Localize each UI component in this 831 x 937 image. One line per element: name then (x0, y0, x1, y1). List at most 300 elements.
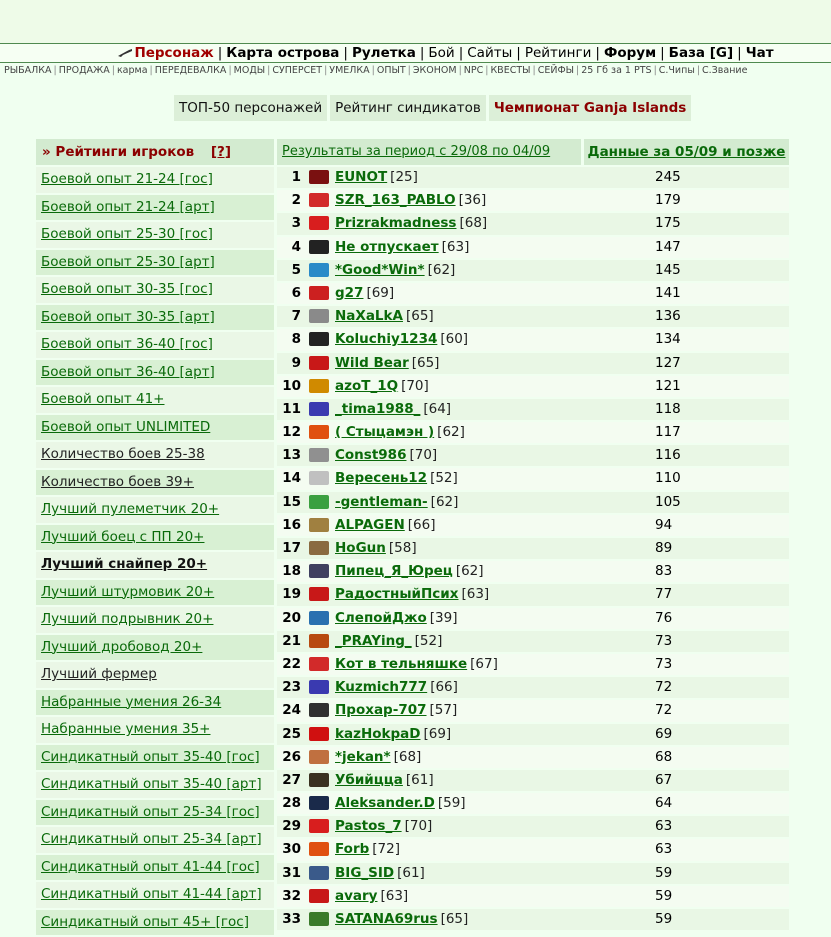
submenu-separator: | (696, 65, 701, 76)
submenu-separator: | (653, 65, 657, 76)
clan-icon[interactable] (309, 634, 329, 648)
score-value: 118 (655, 400, 681, 417)
score-value: 110 (655, 470, 681, 487)
player-cell (335, 608, 597, 629)
rank: 19 (282, 586, 301, 603)
clan-icon[interactable] (309, 286, 329, 300)
sub-menu-item[interactable]: ЭКОНОМ (412, 65, 457, 76)
sidebar-item[interactable] (36, 250, 274, 276)
score-value: 59 (655, 887, 673, 904)
tab-1[interactable]: Рейтинг синдикатов (330, 95, 486, 121)
sidebar-item-link[interactable]: Лучший подрывник 20+ (41, 611, 214, 627)
sidebar-item-link[interactable]: Синдикатный опыт 25-34 [гос] (41, 803, 260, 820)
player-cell (335, 190, 597, 211)
sub-menu-item[interactable]: МОДЫ (233, 65, 266, 76)
player-level: [69] (366, 284, 395, 301)
sidebar-item-link[interactable]: Набранные умения 35+ (41, 721, 211, 737)
player-level: [72] (372, 841, 400, 858)
results-header (277, 139, 789, 165)
table-row (277, 283, 789, 304)
player-link[interactable]: Pastos_7 (335, 818, 402, 835)
clan-icon[interactable] (309, 866, 329, 880)
score-value: 117 (655, 424, 681, 441)
submenu-separator: | (371, 65, 375, 76)
player-link[interactable]: *Good*Win* (335, 261, 425, 278)
sidebar-item-link[interactable]: Боевой опыт UNLIMITED (41, 418, 211, 435)
sub-menu-item[interactable]: NPC (463, 65, 484, 76)
player-link[interactable]: Прохар-707 (335, 702, 427, 719)
player-link[interactable]: azoT_1Q (335, 377, 399, 394)
player-cell (335, 515, 597, 536)
sidebar-item-link[interactable]: Количество боев 39+ (41, 473, 194, 490)
table-row (277, 213, 789, 234)
player-level: [61] (397, 864, 425, 881)
rank: 11 (282, 400, 301, 417)
main-menu-item[interactable]: Сайты (467, 45, 513, 61)
player-link[interactable]: СлепойДжо (335, 609, 427, 626)
clan-icon[interactable] (309, 727, 329, 741)
rank: 16 (282, 516, 301, 533)
sub-menu-item[interactable]: РЫБАЛКА (4, 65, 52, 76)
score-value: 179 (655, 192, 681, 209)
sidebar-item[interactable] (36, 195, 274, 221)
clan-icon[interactable] (309, 564, 329, 578)
sidebar-item-link[interactable]: Синдикатный опыт 41-44 [арт] (41, 886, 262, 902)
clan-icon[interactable] (309, 912, 329, 926)
player-cell (335, 237, 597, 258)
sub-menu-item[interactable]: СЕЙФЫ (537, 65, 575, 76)
tab-2[interactable]: Чемпионат Ganja Islands (489, 95, 691, 121)
player-level: [70] (404, 818, 433, 835)
sidebar-item[interactable] (36, 387, 274, 413)
rank: 27 (282, 771, 301, 788)
table-row (277, 515, 789, 536)
submenu-separator: | (458, 65, 462, 76)
help-link[interactable]: [?] (210, 144, 232, 160)
player-cell (335, 561, 597, 582)
player-link[interactable]: Const986 (335, 447, 407, 464)
table-row (277, 422, 789, 443)
main-menu-item[interactable]: Чат (745, 45, 774, 61)
sidebar-item-link[interactable]: Лучший дробовод 20+ (41, 638, 203, 655)
player-level: [62] (430, 493, 459, 510)
sidebar-item-link[interactable]: Синдикатный опыт 41-44 [гос] (41, 858, 260, 875)
rank: 8 (291, 331, 301, 348)
sidebar-item-link[interactable]: Синдикатный опыт 35-40 [гос] (41, 748, 260, 765)
rank: 4 (291, 238, 301, 255)
table-row (277, 700, 789, 721)
main-menu-item[interactable]: Персонаж (134, 45, 214, 61)
clan-icon[interactable] (309, 541, 329, 555)
player-level: [57] (429, 702, 458, 719)
sidebar-item-link[interactable]: Боевой опыт 30-35 [арт] (41, 308, 215, 325)
player-link[interactable]: *jekan* (335, 748, 391, 765)
sidebar-item[interactable] (36, 222, 274, 248)
clan-icon[interactable] (309, 657, 329, 671)
sub-menu-item[interactable]: ПЕРЕДЕВАЛКА (154, 65, 227, 76)
player-link[interactable]: Kuzmich777 (335, 679, 428, 696)
player-level: [63] (380, 887, 409, 904)
player-level: [66] (407, 516, 436, 533)
rank: 28 (282, 795, 301, 812)
sidebar-item[interactable] (36, 497, 274, 523)
sidebar-item[interactable] (36, 662, 274, 688)
sidebar-item[interactable] (36, 305, 274, 331)
player-cell (335, 538, 597, 559)
sub-menu-item[interactable]: КВЕСТЫ (490, 65, 531, 76)
sidebar-item[interactable] (36, 360, 274, 386)
table-row (277, 538, 789, 559)
player-level: [61] (405, 771, 434, 788)
tab-0[interactable]: ТОП-50 персонажей (174, 95, 327, 121)
clan-icon[interactable] (309, 356, 329, 370)
sidebar-item[interactable] (36, 855, 274, 881)
sidebar-item-link[interactable]: Лучший боец с ПП 20+ (41, 528, 205, 545)
menu-separator: | (660, 45, 665, 61)
player-link[interactable]: NaXaLkA (335, 308, 403, 325)
sidebar-item[interactable] (36, 552, 274, 578)
player-cell (335, 654, 597, 675)
rank: 26 (282, 748, 301, 765)
player-link[interactable]: Koluchiy1234 (335, 331, 438, 348)
player-link[interactable]: SZR_163_PABLO (335, 192, 456, 209)
clan-icon[interactable] (309, 170, 329, 184)
player-level: [62] (437, 424, 465, 441)
player-cell (335, 283, 597, 304)
player-level: [63] (441, 238, 470, 255)
score-value: 147 (655, 238, 681, 255)
rank: 31 (282, 864, 301, 881)
player-link[interactable]: BIG_SID (335, 864, 395, 881)
sidebar-item-link[interactable]: Набранные умения 26-34 (41, 693, 222, 710)
sub-menu-item[interactable]: ПРОДАЖА (58, 65, 110, 76)
main-menu (0, 43, 831, 63)
submenu-separator: | (324, 65, 328, 76)
clan-icon[interactable] (309, 889, 329, 903)
sidebar-item-link[interactable]: Боевой опыт 36-40 [арт] (41, 363, 215, 380)
sidebar-item[interactable] (36, 332, 274, 358)
sidebar-item-link[interactable]: Боевой опыт 36-40 [гос] (41, 336, 213, 352)
table-row (277, 306, 789, 327)
score-value: 94 (655, 516, 673, 533)
player-level: [52] (430, 470, 458, 487)
player-level: [58] (388, 540, 417, 556)
clan-icon[interactable] (309, 495, 329, 509)
sub-menu (0, 64, 831, 78)
rank: 12 (282, 424, 301, 441)
sidebar-item-link[interactable]: Боевой опыт 21-24 [арт] (41, 198, 215, 215)
score-value: 145 (655, 261, 681, 278)
menu-separator: | (419, 45, 425, 61)
sidebar-item-link[interactable]: Лучший пулеметчик 20+ (41, 501, 220, 517)
sidebar-item[interactable] (36, 580, 274, 606)
sidebar-title-text: » Рейтинги игроков (42, 144, 195, 160)
player-link[interactable]: g27 (335, 284, 364, 301)
sidebar-item[interactable] (36, 415, 274, 441)
rank: 20 (282, 609, 301, 626)
rank: 7 (291, 308, 301, 325)
rank: 25 (282, 725, 301, 742)
sub-menu-item[interactable]: С.Чипы (658, 65, 695, 76)
table-row (277, 886, 789, 907)
player-level: [60] (440, 331, 469, 348)
menu-separator: | (217, 45, 223, 61)
score-value: 134 (655, 331, 681, 348)
score-value: 105 (655, 493, 681, 510)
sub-menu-item[interactable]: С.Звание (702, 65, 748, 76)
player-link[interactable]: SATANA69rus (335, 911, 438, 927)
table-row (277, 584, 789, 605)
rank: 14 (282, 470, 301, 487)
clan-icon[interactable] (309, 819, 329, 833)
sidebar-item[interactable] (36, 717, 274, 743)
player-link[interactable]: ( Стыцамэн ) (335, 424, 435, 441)
player-cell (335, 909, 597, 930)
player-link[interactable]: ALPAGEN (335, 516, 405, 533)
sidebar-item[interactable] (36, 470, 274, 496)
sidebar-item-link[interactable]: Количество боев 25-38 (41, 446, 205, 462)
clan-icon[interactable] (309, 216, 329, 230)
clan-icon[interactable] (309, 703, 329, 717)
player-link[interactable]: Forb (335, 841, 370, 858)
clan-icon[interactable] (309, 773, 329, 787)
sub-menu-item[interactable]: ОПЫТ (376, 65, 406, 76)
rank: 24 (282, 702, 301, 719)
table-row (277, 353, 789, 374)
rank: 3 (291, 215, 301, 232)
table-row (277, 793, 789, 814)
clan-icon[interactable] (309, 425, 329, 439)
sidebar-item-link[interactable]: Боевой опыт 41+ (41, 391, 165, 407)
player-link[interactable]: Кот в тельняшке (335, 655, 468, 672)
player-link[interactable]: kazHokpaD (335, 725, 421, 742)
score-value: 89 (655, 540, 673, 556)
player-cell (335, 839, 597, 860)
rank: 9 (291, 354, 301, 371)
player-cell (335, 724, 597, 745)
rank: 5 (291, 261, 301, 278)
player-cell (335, 399, 597, 420)
player-link[interactable]: Не отпускает (335, 238, 439, 255)
sidebar-item[interactable] (36, 745, 274, 771)
table-row (277, 839, 789, 860)
sidebar-item-link[interactable]: Боевой опыт 30-35 [гос] (41, 281, 213, 297)
rank: 33 (282, 911, 301, 927)
submenu-separator: | (576, 65, 580, 76)
player-cell (335, 793, 597, 814)
player-level: [68] (393, 748, 422, 765)
player-link[interactable]: Пипец_Я_Юрец (335, 563, 453, 580)
table-row (277, 167, 789, 188)
score-value: 127 (655, 354, 681, 371)
score-value: 116 (655, 447, 681, 464)
sub-menu-item[interactable]: УМЕЛКА (329, 65, 370, 76)
player-cell (335, 353, 597, 374)
sidebar-title (36, 139, 274, 165)
main-menu-item[interactable]: База [G] (668, 45, 734, 61)
table-row (277, 909, 789, 930)
player-cell (335, 747, 597, 768)
sidebar-item-link[interactable]: Лучший штурмовик 20+ (41, 583, 215, 600)
sidebar-item[interactable] (36, 910, 274, 936)
player-cell (335, 584, 597, 605)
clan-icon[interactable] (309, 471, 329, 485)
clan-icon[interactable] (309, 611, 329, 625)
player-level: [36] (458, 192, 487, 209)
score-value: 77 (655, 586, 673, 603)
rank: 30 (282, 841, 301, 858)
player-link[interactable]: РадостныйПсих (335, 586, 459, 603)
player-level: [65] (405, 308, 434, 325)
clan-icon[interactable] (309, 448, 329, 462)
main-menu-item[interactable]: Карта острова (226, 45, 340, 61)
clan-icon[interactable] (309, 379, 329, 393)
clan-icon[interactable] (309, 193, 329, 207)
clan-icon[interactable] (309, 587, 329, 601)
player-link[interactable]: Вересень12 (335, 470, 428, 487)
sidebar-item-link[interactable]: Синдикатный опыт 25-34 [арт] (41, 831, 262, 847)
player-link[interactable]: Prizrakmadness (335, 215, 457, 232)
player-cell (335, 886, 597, 907)
score-value: 121 (655, 377, 681, 394)
sidebar-item-link[interactable]: Боевой опыт 21-24 [гос] (41, 171, 213, 187)
sub-menu-item[interactable]: карма (116, 65, 148, 76)
rank: 17 (282, 540, 301, 556)
player-link[interactable]: Aleksander.D (335, 795, 435, 812)
player-level: [66] (430, 679, 458, 696)
main-menu-item[interactable]: Бой (428, 45, 455, 61)
menu-separator: | (458, 45, 464, 61)
score-value: 175 (655, 215, 681, 232)
table-row (277, 677, 789, 698)
player-cell (335, 329, 597, 350)
player-level: [59] (437, 795, 466, 812)
player-level: [70] (401, 377, 429, 394)
rating-tabs (174, 95, 691, 121)
sidebar-item-link[interactable]: Синдикатный опыт 45+ [гос] (41, 913, 249, 930)
sidebar-item[interactable] (36, 607, 274, 633)
sidebar-item[interactable] (36, 690, 274, 716)
player-link[interactable]: _PRAYing_ (335, 632, 412, 649)
player-link[interactable]: Wild Bear (335, 354, 409, 371)
table-row (277, 631, 789, 652)
rank: 29 (282, 818, 301, 835)
sidebar-item[interactable] (36, 882, 274, 908)
player-link[interactable]: avary (335, 887, 378, 904)
menu-separator: | (737, 45, 742, 61)
top-banner (0, 0, 831, 43)
clan-icon[interactable] (309, 240, 329, 254)
main-menu-item[interactable]: Рейтинги (524, 45, 592, 61)
player-level: [52] (414, 632, 443, 649)
clan-icon[interactable] (309, 750, 329, 764)
score-value: 63 (655, 818, 673, 835)
sidebar-item[interactable] (36, 800, 274, 826)
sidebar-item-link[interactable]: Лучший снайпер 20+ (41, 556, 208, 572)
table-row (277, 492, 789, 513)
table-row (277, 863, 789, 884)
main-menu-item[interactable]: Форум (603, 45, 657, 61)
score-value: 59 (655, 911, 673, 927)
table-row (277, 816, 789, 837)
player-cell (335, 445, 597, 466)
score-value: 72 (655, 702, 673, 719)
player-link[interactable]: HoGun (335, 540, 386, 556)
sidebar-item-link[interactable]: Лучший фермер (41, 666, 157, 682)
submenu-separator: | (149, 65, 153, 76)
table-row (277, 468, 789, 489)
submenu-separator: | (267, 65, 271, 76)
table-row (277, 561, 789, 582)
table-row (277, 260, 789, 281)
player-level: [65] (411, 354, 440, 371)
clan-icon[interactable] (309, 796, 329, 810)
score-value: 73 (655, 632, 673, 649)
sidebar-item-link[interactable]: Боевой опыт 25-30 [арт] (41, 253, 215, 270)
clan-icon[interactable] (309, 842, 329, 856)
submenu-separator: | (111, 65, 115, 76)
player-cell (335, 631, 597, 652)
player-link[interactable]: _tima1988_ (335, 400, 421, 417)
sidebar-item-link[interactable]: Синдикатный опыт 35-40 [арт] (41, 776, 262, 792)
player-level: [62] (455, 563, 484, 580)
menu-separator: | (595, 45, 600, 61)
menu-separator: | (343, 45, 348, 61)
player-link[interactable]: Убийцца (335, 771, 403, 788)
sidebar-item[interactable] (36, 277, 274, 303)
sidebar-item[interactable] (36, 167, 274, 193)
player-level: [70] (409, 447, 438, 464)
sidebar-item[interactable] (36, 635, 274, 661)
rank: 21 (282, 632, 301, 649)
player-link[interactable]: -gentleman- (335, 493, 428, 510)
score-value: 69 (655, 725, 673, 742)
sub-menu-item[interactable]: 25 Гб за 1 PTS (581, 65, 652, 76)
player-level: [39] (429, 609, 458, 626)
sidebar-item-link[interactable]: Боевой опыт 25-30 [гос] (41, 226, 213, 242)
player-cell (335, 260, 597, 281)
rank: 2 (291, 192, 301, 209)
player-level: [64] (423, 400, 452, 417)
player-link[interactable]: EUNOT (335, 169, 388, 185)
clan-icon[interactable] (309, 332, 329, 346)
rank: 15 (282, 493, 301, 510)
sidebar-item[interactable] (36, 827, 274, 853)
clan-icon[interactable] (309, 680, 329, 694)
sidebar-item[interactable] (36, 442, 274, 468)
table-row (277, 724, 789, 745)
sidebar-item[interactable] (36, 525, 274, 551)
score-value: 72 (655, 679, 673, 696)
score-value: 63 (655, 841, 673, 858)
clan-icon[interactable] (309, 309, 329, 323)
rank: 22 (282, 655, 301, 672)
score-value: 136 (655, 308, 681, 325)
main-menu-item[interactable]: Рулетка (351, 45, 416, 61)
table-row (277, 747, 789, 768)
sub-menu-item[interactable]: СУПЕРСЕТ (272, 65, 323, 76)
clan-icon[interactable] (309, 402, 329, 416)
rank: 6 (291, 284, 301, 301)
clan-icon[interactable] (309, 518, 329, 532)
next-period-link[interactable]: Данные за 05/09 и позже (584, 139, 789, 165)
clan-icon[interactable] (309, 263, 329, 277)
score-value: 245 (655, 169, 681, 185)
table-row (277, 376, 789, 397)
score-value: 67 (655, 771, 673, 788)
period-link[interactable]: Результаты за период с 29/08 по 04/09 (277, 139, 581, 165)
sidebar-item[interactable] (36, 772, 274, 798)
